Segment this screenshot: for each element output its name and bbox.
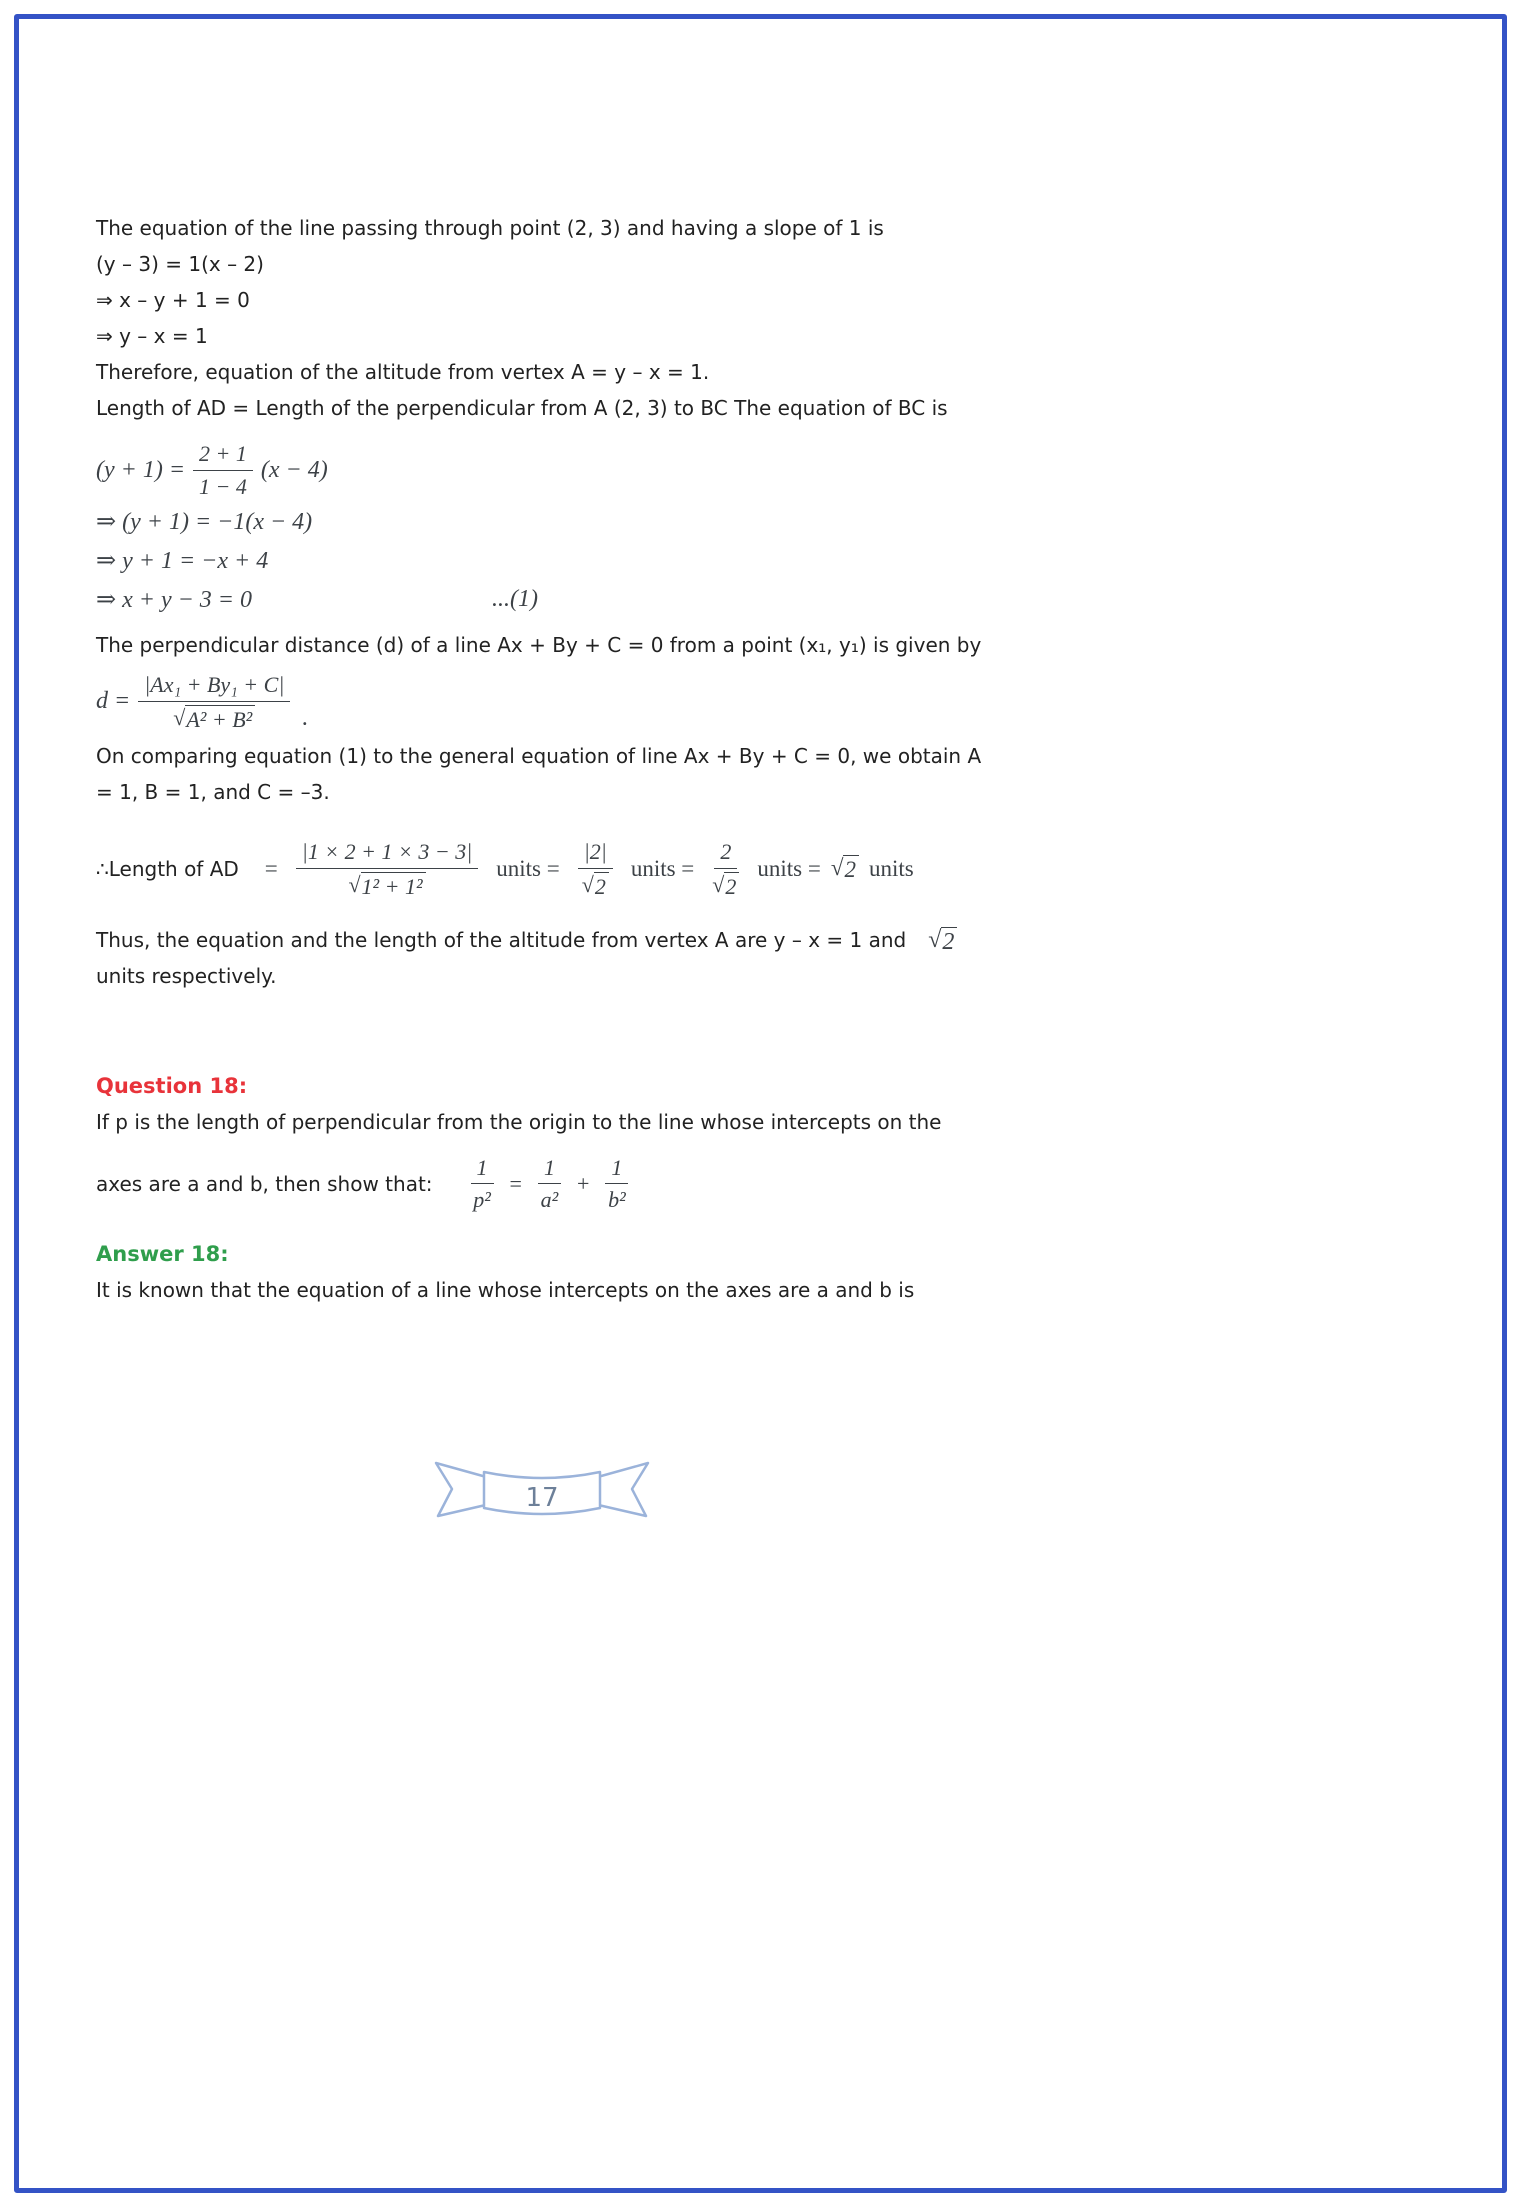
radical-icon: √	[581, 871, 594, 897]
length-ad-math	[265, 838, 914, 899]
math-text: =	[264, 855, 278, 881]
square-root	[173, 705, 255, 732]
square-root	[712, 872, 739, 899]
fraction	[578, 838, 613, 899]
distance-formula	[96, 671, 1436, 732]
fraction	[138, 671, 290, 732]
answer-text-line: It is known that the equation of a line whose intercepts on the axes are a and b is	[96, 1277, 915, 1302]
radicand: 2	[594, 872, 609, 899]
question-text: axes are a and b, then show that:	[96, 1171, 433, 1196]
fraction-numerator: 1	[471, 1154, 494, 1185]
fraction-denominator	[582, 869, 609, 899]
therefore-label: ∴Length of AD	[96, 856, 239, 881]
body-text-line: On comparing equation (1) to the general equation of line Ax + By + C = 0, we obtain A	[96, 743, 982, 768]
math-text: ⇒ y + 1 = −x + 4	[96, 547, 269, 574]
length-ad-equation	[96, 838, 1436, 900]
fraction-numerator: |Ax₁ + By₁ + C|	[138, 671, 290, 702]
equation-line	[96, 581, 1436, 617]
page-number: 17	[525, 1483, 559, 1513]
fraction	[538, 1154, 561, 1214]
answer-heading: Answer 18:	[96, 1241, 229, 1266]
radical-icon: √	[348, 871, 361, 897]
question-text-line: If p is the length of perpendicular from the origin to the line whose intercepts on the	[96, 1109, 942, 1134]
math-text: ⇒ x + y − 3 = 0	[96, 586, 252, 613]
radicand: 2	[724, 872, 739, 899]
thus-text: Thus, the equation and the length of the altitude from vertex A are y – x = 1 and	[96, 927, 907, 952]
fraction-denominator: b²	[608, 1187, 626, 1213]
fraction-numerator: 1	[538, 1154, 561, 1185]
fraction-denominator: p²	[473, 1187, 491, 1213]
radical-icon: √	[712, 871, 725, 897]
question-text-row	[96, 1154, 1436, 1214]
fraction-denominator	[712, 869, 739, 899]
radicand: A² + B²	[185, 705, 255, 732]
radicand: 2	[941, 927, 957, 957]
equation-line	[96, 440, 1436, 500]
math-text: .	[302, 704, 309, 731]
body-text-line: ⇒ x – y + 1 = 0	[96, 288, 250, 312]
math-text: units =	[757, 855, 821, 881]
radicand: 1² + 1²	[361, 872, 426, 899]
body-text-line: The perpendicular distance (d) of a line Ax + By + C = 0 from a point (x₁, y₁) is given by	[96, 633, 982, 657]
radicand: 2	[843, 855, 859, 883]
fraction-denominator: 1 − 4	[199, 473, 247, 499]
fraction-denominator	[173, 702, 255, 732]
math-text: =	[509, 1170, 522, 1196]
math-text: +	[576, 1170, 590, 1196]
body-text-line: Therefore, equation of the altitude from vertex A = y – x = 1.	[96, 360, 710, 384]
body-text-line: units respectively.	[96, 963, 277, 988]
math-text: (y + 1) =	[96, 456, 186, 483]
fraction-denominator: a²	[540, 1187, 559, 1213]
fraction-numerator: 1	[605, 1154, 628, 1185]
square-root	[348, 872, 425, 899]
fraction-numerator: |1 × 2 + 1 × 3 − 3|	[296, 838, 478, 869]
equation-number: ...(1)	[492, 585, 538, 612]
page-content	[96, 210, 1436, 1308]
equation-line	[96, 503, 1436, 539]
radical-icon: √	[173, 704, 186, 730]
math-text: units =	[630, 855, 695, 881]
fraction	[193, 440, 253, 500]
body-text-line: Length of AD = Length of the perpendicular from A (2, 3) to BC The equation of BC is	[96, 396, 948, 420]
equation-line	[96, 542, 1436, 578]
square-root	[831, 855, 859, 883]
math-text: units =	[496, 855, 560, 881]
fraction-numerator: |2|	[578, 838, 613, 869]
square-root	[928, 927, 957, 957]
equation-block-bc	[96, 440, 1436, 617]
fraction	[605, 1154, 628, 1214]
ribbon-right-tail	[594, 1463, 648, 1516]
ribbon-banner-icon	[426, 1456, 658, 1536]
body-text-line: ⇒ y – x = 1	[96, 324, 208, 348]
fraction-numerator: 2 + 1	[193, 440, 253, 471]
body-text-line: (y – 3) = 1(x – 2)	[96, 252, 264, 276]
body-text-line	[96, 922, 1436, 958]
math-text: ⇒ (y + 1) = −1(x − 4)	[96, 508, 313, 535]
fraction-numerator: 2	[714, 838, 737, 869]
fraction-denominator	[348, 869, 425, 899]
math-text: units	[868, 855, 914, 881]
body-text-line: The equation of the line passing through point (2, 3) and having a slope of 1 is	[96, 216, 884, 240]
math-text: (x − 4)	[260, 456, 328, 483]
fraction	[712, 838, 739, 899]
radical-icon: √	[830, 854, 844, 880]
radical-icon: √	[928, 926, 942, 953]
square-root	[582, 872, 609, 899]
body-text-line: = 1, B = 1, and C = –3.	[96, 779, 330, 804]
fraction	[296, 838, 478, 899]
fraction	[471, 1154, 494, 1214]
page-footer-ribbon	[426, 1456, 658, 1540]
math-text: d =	[96, 687, 131, 714]
intercept-identity-math	[463, 1154, 637, 1214]
ribbon-left-tail	[436, 1463, 490, 1516]
question-heading: Question 18:	[96, 1073, 248, 1098]
